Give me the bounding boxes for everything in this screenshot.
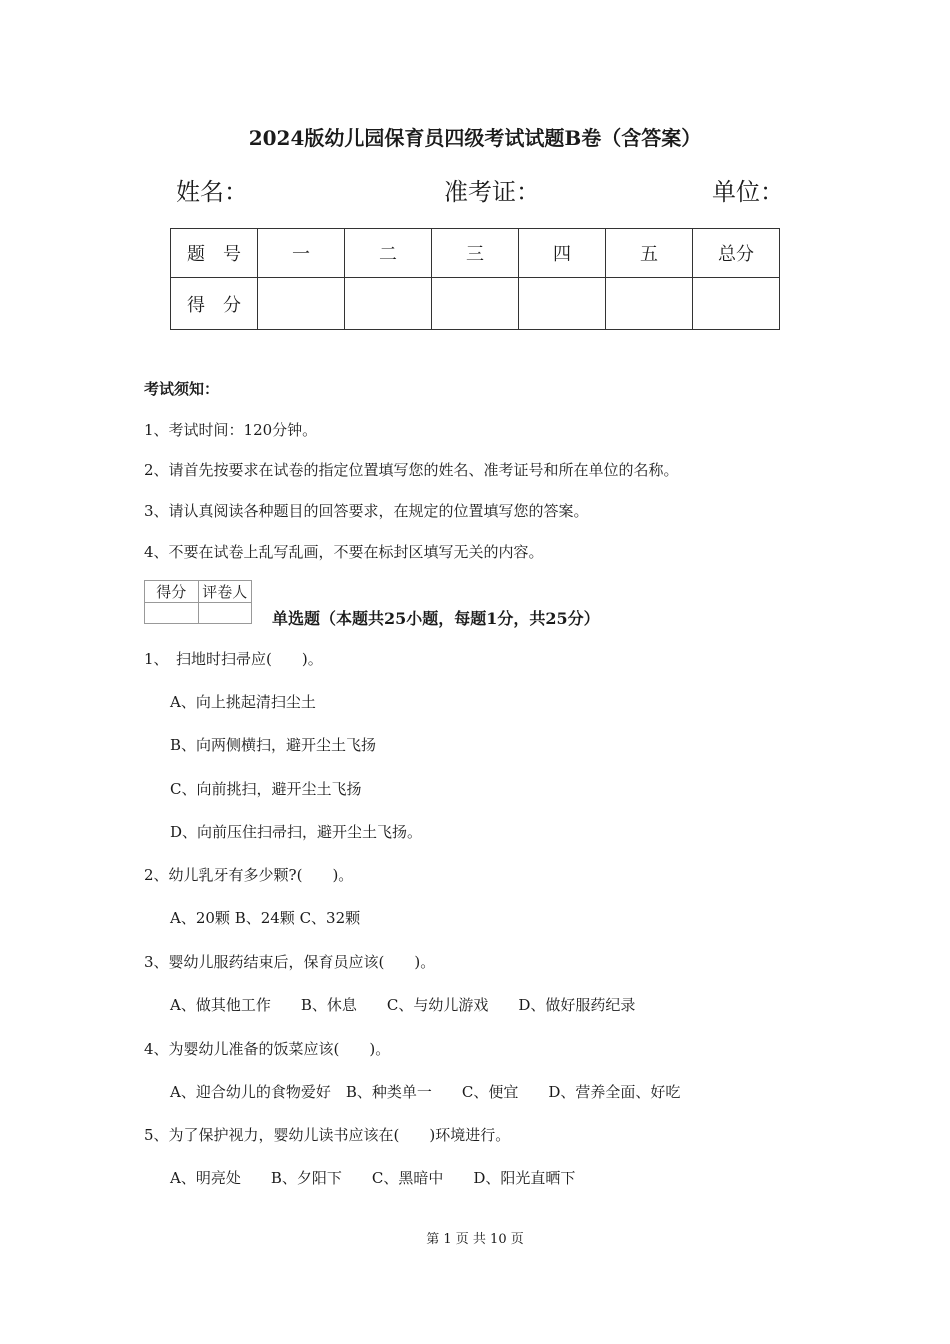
- page-title: 2024版幼儿园保育员四级考试试题B卷（含答案）: [248, 126, 702, 150]
- exam-number-field-label: 准考证：: [444, 178, 540, 206]
- grader-reviewer-label: 评卷人: [198, 581, 252, 603]
- grader-score-cell[interactable]: [145, 603, 199, 624]
- note-item: 3、请认真阅读各种题目的回答要求，在规定的位置填写您的答案。: [144, 502, 589, 520]
- section-title: 单选题（本题共25小题，每题1分，共25分）: [272, 609, 600, 628]
- answer-option: D、向前压住扫帚扫，避开尘土飞扬。: [170, 823, 423, 841]
- score-cell[interactable]: [606, 278, 693, 330]
- grader-score-label: 得分: [145, 581, 199, 603]
- question-text: 5、为了保护视力，婴幼儿读书应该在( )环境进行。: [144, 1126, 511, 1144]
- question-text: 1、 扫地时扫帚应( )。: [144, 650, 323, 668]
- answer-option: B、向两侧横扫，避开尘土飞扬: [170, 736, 377, 754]
- score-cell[interactable]: [693, 278, 780, 330]
- unit-field-label: 单位：: [712, 178, 784, 206]
- score-table-header-row: [171, 229, 780, 278]
- page-footer: 第 1 页 共 10 页: [426, 1232, 524, 1247]
- score-cell[interactable]: [345, 278, 432, 330]
- score-table-header-cell: 一: [258, 229, 345, 278]
- note-item: 2、请首先按要求在试卷的指定位置填写您的姓名、准考证号和所在单位的名称。: [144, 461, 679, 479]
- score-table-header-cell: 总分: [693, 229, 780, 278]
- grader-reviewer-cell[interactable]: [198, 603, 252, 624]
- score-table-header-cell: 三: [432, 229, 519, 278]
- score-cell[interactable]: [432, 278, 519, 330]
- notes-heading: 考试须知：: [144, 380, 220, 398]
- score-table-header-cell: 五: [606, 229, 693, 278]
- answer-option: A、迎合幼儿的食物爱好 B、种类单一 C、便宜 D、营养全面、好吃: [170, 1083, 681, 1101]
- question-text: 2、幼儿乳牙有多少颗?( )。: [144, 866, 354, 884]
- score-table-row-label: 得 分: [171, 278, 258, 330]
- score-table: [170, 228, 780, 330]
- note-item: 4、不要在试卷上乱写乱画，不要在标封区填写无关的内容。: [144, 543, 544, 561]
- score-table-header-cell: 题 号: [171, 229, 258, 278]
- score-table-header-cell: 四: [519, 229, 606, 278]
- score-table-score-row: [171, 278, 780, 330]
- score-cell[interactable]: [258, 278, 345, 330]
- score-table-header-cell: 二: [345, 229, 432, 278]
- question-text: 3、婴幼儿服药结束后，保育员应该( )。: [144, 953, 436, 971]
- question-text: 4、为婴幼儿准备的饭菜应该( )。: [144, 1040, 391, 1058]
- answer-option: C、向前挑扫，避开尘土飞扬: [170, 780, 362, 798]
- score-cell[interactable]: [519, 278, 606, 330]
- name-field-label: 姓名：: [176, 178, 248, 206]
- answer-option: A、20颗 B、24颗 C、32颗: [170, 909, 361, 927]
- answer-option: A、向上挑起清扫尘土: [170, 693, 316, 711]
- note-item: 1、考试时间：120分钟。: [144, 421, 318, 439]
- answer-option: A、明亮处 B、夕阳下 C、黑暗中 D、阳光直晒下: [170, 1169, 576, 1187]
- answer-option: A、做其他工作 B、休息 C、与幼儿游戏 D、做好服药纪录: [170, 996, 636, 1014]
- grader-box: [144, 580, 252, 624]
